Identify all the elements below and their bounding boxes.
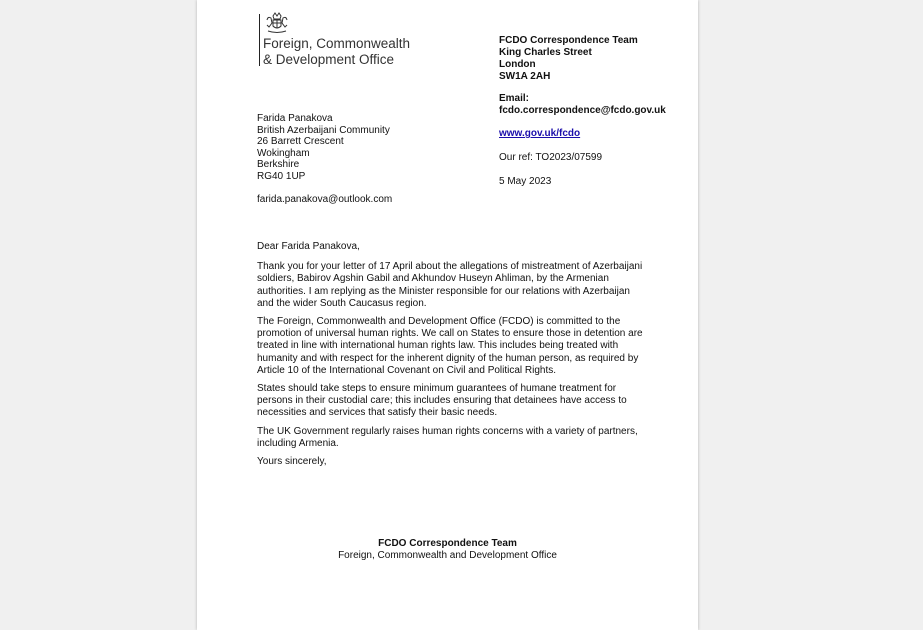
salutation: Dear Farida Panakova, xyxy=(257,241,360,252)
department-name xyxy=(263,36,410,68)
reference-number: Our ref: TO2023/07599 xyxy=(499,152,603,163)
sender-line: London xyxy=(499,59,536,70)
signature-block xyxy=(197,538,698,562)
sender-line: FCDO Correspondence Team xyxy=(499,35,638,46)
email-label: Email: xyxy=(499,93,530,104)
letter-date: 5 May 2023 xyxy=(499,176,552,187)
body-paragraph: The Foreign, Commonwealth and Development Office (FCDO) is committed to the promotion of universal human rights. We call on States to ensure those in detention are treated in line with international human rights law. This includes being treated with humanity and with respect for the inherent dignity of the human person, as required by Article 10 of the International Covenant on Civil and Political Rights. xyxy=(257,316,643,376)
website-link[interactable]: www.gov.uk/fcdo xyxy=(499,128,581,139)
body-paragraph: Thank you for your letter of 17 April about the allegations of mistreatment of Azerbaijani soldiers, Babirov Agshin Gabil and Akhundov Huseyn Ahliman, by the Armenian authorities. I am replying as the Minister responsible for our relations with Azerbaijan and the wider South Caucasus region. xyxy=(257,261,643,309)
recipient-line: RG40 1UP xyxy=(257,170,306,182)
recipient-email: farida.panakova@outlook.com xyxy=(257,194,393,205)
recipient-line: British Azerbaijani Community xyxy=(257,124,390,136)
sender-line: SW1A 2AH xyxy=(499,71,551,82)
recipient-address xyxy=(257,113,390,183)
recipient-line: Wokingham xyxy=(257,147,310,159)
letter-body xyxy=(257,241,647,474)
department-line-1: Foreign, Commonwealth xyxy=(263,36,411,51)
sender-line: King Charles Street xyxy=(499,47,592,58)
body-paragraph: The UK Government regularly raises human rights concerns with a variety of partners, including Armenia. xyxy=(257,425,638,449)
signature-name: FCDO Correspondence Team xyxy=(378,538,517,549)
sender-address xyxy=(499,35,638,83)
signature-org: Foreign, Commonwealth and Development Office xyxy=(338,550,557,561)
recipient-line: Farida Panakova xyxy=(257,113,333,124)
body-paragraph: States should take steps to ensure minimum guarantees of humane treatment for persons in their custodial care; this includes ensuring that detainees have access to necessities and services that satisfy their basic needs. xyxy=(257,383,627,419)
department-line-2: & Development Office xyxy=(263,52,395,67)
royal-crest-icon xyxy=(263,12,289,34)
recipient-line: 26 Barrett Crescent xyxy=(257,136,344,148)
logo-divider xyxy=(259,14,260,66)
sender-email: fcdo.correspondence@fcdo.gov.uk xyxy=(499,105,666,116)
letter-page xyxy=(197,0,698,630)
recipient-line: Berkshire xyxy=(257,159,300,171)
sender-email-block xyxy=(499,93,666,117)
closing: Yours sincerely, xyxy=(257,456,327,468)
